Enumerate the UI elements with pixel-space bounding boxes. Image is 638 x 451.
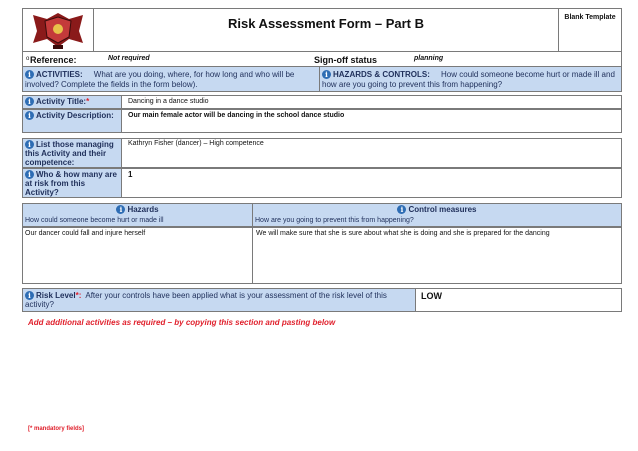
info-icon: i (322, 70, 331, 79)
activity-title-value: Dancing in a dance studio (128, 98, 209, 105)
info-icon: i (25, 111, 34, 120)
add-activities-note: Add additional activities as required – by copying this section and pasting below (28, 318, 336, 327)
risk-level-label: i Risk Level*: After your controls have been applied what is your assessment of the risk level of this activity? (25, 291, 387, 310)
info-icon: i (25, 140, 34, 149)
logo-cell (22, 8, 94, 52)
controls-header: i Control measures (252, 205, 622, 214)
risk-level-value: LOW (421, 291, 442, 301)
control-value: We will make sure that she is sure about what she is doing and she is prepared for the dancing (256, 230, 550, 237)
info-icon: i (25, 97, 34, 106)
managing-label: i List those managing this Activity and their competence: (25, 140, 114, 168)
activity-description-label: i Activity Description: (25, 111, 114, 120)
hazards-header: i Hazards (22, 205, 253, 214)
reference-prefix: o (26, 56, 30, 62)
at-risk-value: 1 (128, 170, 133, 179)
info-icon: i (25, 291, 34, 300)
page-title: Risk Assessment Form – Part B (227, 16, 425, 31)
activities-label: ACTIVITIES: (36, 70, 83, 79)
hazards-controls-text: How could someone become hurt or made ill and how are you going to prevent this from happening? (322, 70, 615, 89)
risk-level-question: After your controls have been applied what is your assessment of the risk level of this activity? (25, 291, 387, 310)
hazard-value: Our dancer could fall and injure herself (25, 230, 146, 237)
hazards-controls-label: HAZARDS & CONTROLS: (333, 70, 430, 79)
activity-title-label: i Activity Title:* (25, 97, 89, 106)
info-icon: i (397, 205, 406, 214)
signoff-label: Sign-off status (314, 55, 377, 65)
hazards-intro (322, 70, 619, 90)
activity-description-value: Our main female actor will be dancing in the school dance studio (128, 112, 345, 119)
hazards-subheader: How could someone become hurt or made ill (25, 217, 164, 224)
info-icon: i (25, 170, 34, 179)
school-crest-logo (23, 9, 93, 51)
template-label: Blank Template (564, 14, 616, 21)
info-icon: i (116, 205, 125, 214)
risk-level-field[interactable] (415, 288, 622, 312)
mandatory-asterisk: *: (75, 291, 82, 300)
at-risk-label: i Who & how many are at risk from this Activity? (25, 170, 117, 198)
mandatory-fields-note: [* mandatory fields] (28, 426, 85, 432)
info-icon: i (25, 70, 34, 79)
signoff-value[interactable]: planning (414, 55, 444, 62)
controls-subheader: How are you going to prevent this from happening? (255, 217, 414, 224)
reference-value[interactable]: Not required (108, 55, 150, 62)
at-risk-field[interactable] (121, 168, 622, 198)
reference-label: Reference: (30, 55, 77, 65)
managing-value: Kathryn Fisher (dancer) – High competence (128, 140, 264, 147)
mandatory-asterisk: * (86, 97, 90, 106)
activities-text: What are you doing, where, for how long and who will be involved? Complete the fields in the form below). (25, 70, 295, 89)
activities-intro (25, 70, 317, 90)
